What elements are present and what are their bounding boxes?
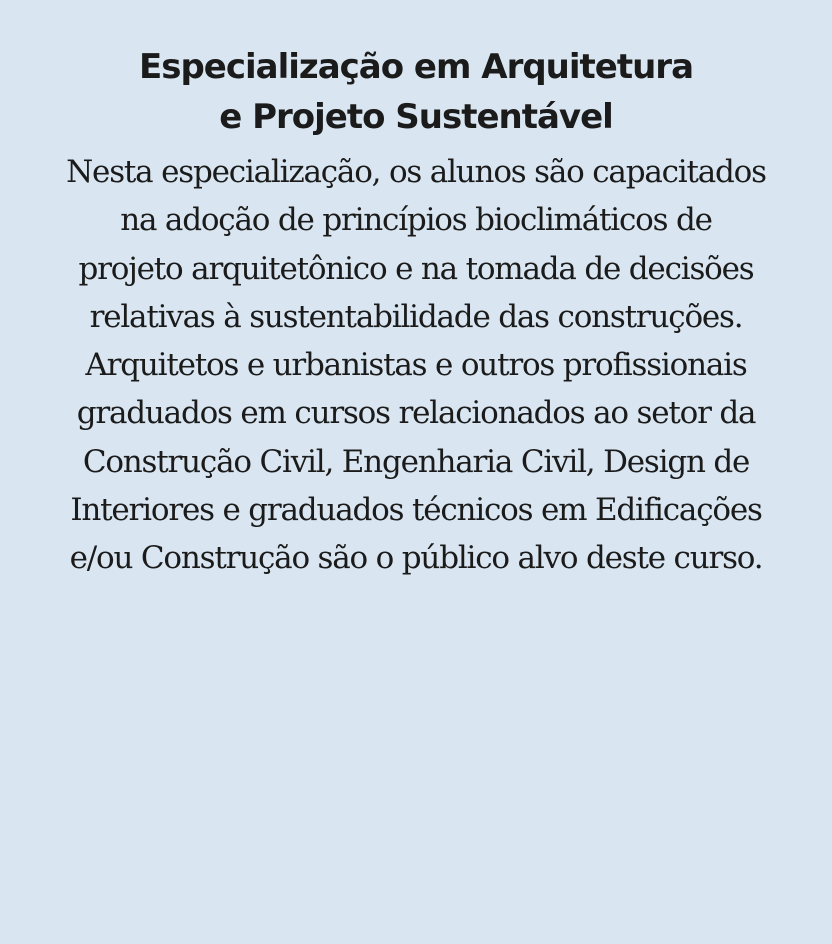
description-line: na adoção de princípios bioclimáticos de: [120, 202, 712, 239]
description-line: relativas à sustentabilidade das construções.: [89, 298, 743, 335]
description-line: Construção Civil, Engenharia Civil, Design de: [82, 443, 750, 480]
description-line: Nesta especialização, os alunos são capacitados: [66, 154, 766, 190]
description-line: e/ou Construção são o público alvo deste curso.: [69, 540, 763, 577]
course-title: [0, 42, 832, 142]
description-line: graduados em cursos relacionados ao setor da: [76, 395, 756, 432]
title-line: Especialização em Arquitetura: [138, 47, 694, 87]
description-line: projeto arquitetônico e na tomada de decisões: [78, 250, 754, 287]
course-description: [0, 148, 832, 583]
title-line: e Projeto Sustentável: [219, 97, 613, 137]
description-line: Arquitetos e urbanistas e outros profissionais: [85, 347, 747, 384]
description-line: Interiores e graduados técnicos em Edificações: [70, 492, 762, 529]
